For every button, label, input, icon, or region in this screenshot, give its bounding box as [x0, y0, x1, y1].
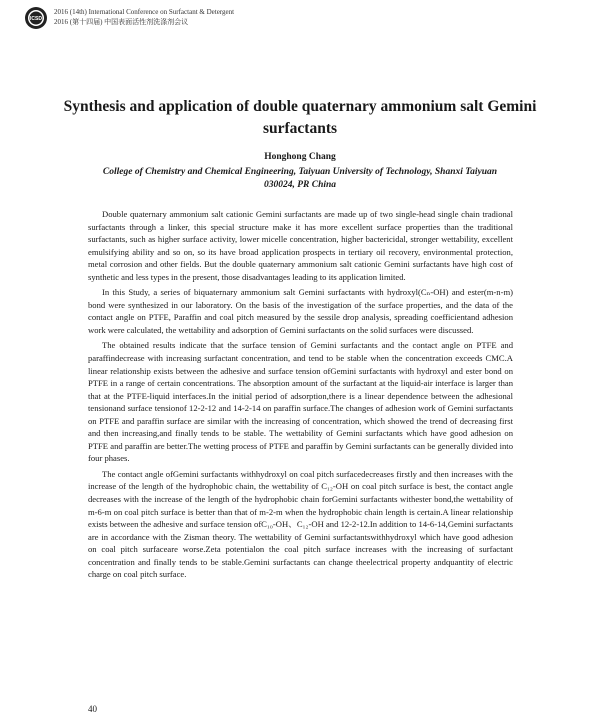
- page-number: 40: [88, 704, 97, 714]
- affiliation-line-1: College of Chemistry and Chemical Engineering, Taiyuan University of Technology, Shanxi Taiyuan: [102, 167, 498, 177]
- affiliation: [70, 166, 530, 192]
- paragraph: Double quaternary ammonium salt cationic Gemini surfactants are made up of two single-head single chain tradional surfactants through a linker, this special structure make it has more excellent surface properties than the traditional surfactants, such as higher surface activity, lower micelle concentration, higher bactericidal, stronger wettability, excellent emulsifying ability and so on, so its have broad application prospects in tertiary oil recovery, environmental protection, metal corrosion and other fields. But the double quaternary ammonium salt cationic Gemini surfactants have high cost of synthetic and less types in the present, those disadvantages leading to its application limited.: [88, 209, 513, 282]
- conference-header: [24, 6, 444, 32]
- paragraph: The obtained results indicate that the surface tension of Gemini surfactants and the contact angle on PTFE and paraffindecrease with increasing surfactant concentration, and tend to be stable when the concentration exceeds CMC.A linear relationship exists between the adhesive and surface tension ofGemini surfactants with hydroxyl and ester bond on PTFE in a range of certain concentrations. The absorption amount of the surfactant at the liquid-air interface is larger than that at the PTFE-liquid interfaces.In the initial period of adsorption,there is a linear dependence between the adhesional tensionand surface tensionof 12-2-12 and 14-2-14 on paraffin surface.The changes of adhesion work of Gemini surfactants on PTFE and paraffin surface are similar with the increasing of concentration, which showed the trend of decreasing first and then increasing,and finally tends to be stable. The wettability of Gemini surfactants which have good adhesion on PTFE and paraffin are better.The wetting process of PTFE and paraffin by Gemini surfactants can be generally divided into four phases.: [88, 340, 513, 464]
- svg-text:ICSD: ICSD: [30, 16, 42, 22]
- abstract-body: [88, 208, 513, 584]
- paragraph: The contact angle ofGemini surfactants withhydroxyl on coal pitch surfacedecreases firstly and then increases with the increase of the length of the hydrophobic chain, the wettability of C₁₂-OH on coal pitch surface is best, the contact angle decreases with the increase of the length of the hydrophobic chain forGemini surfactants withester bond,the wettability of m-6-m on coal pitch surface is better than that of m-2-m when the hydrophobic chain length is certain.A linear relationship exists between the adhesive and surface tension ofC₁₀-OH、C₁₂-OH and 12-2-12.In addition to 14-6-14,Gemini surfactants are in accordance with the Zisman theory. The wettability of Gemini surfactantswithhydroxyl which have good adhesion on coal pitch surfaceare worse.Zeta potentialon the coal pitch surface increases with the increasing of surfactant concentration and finally tends to be stable.Gemini surfactants can change theelectrical property andquantity of electric charge on coal pitch surface.: [88, 468, 513, 580]
- author-name: Honghong Chang: [264, 152, 336, 162]
- conference-name-cn: 2016 (第十四届) 中国表面活性剂洗涤剂会议: [54, 18, 189, 26]
- paper-title: Synthesis and application of double quaternary ammonium salt Gemini surfactants: [63, 98, 537, 137]
- conference-name-en: 2016 (14th) International Conference on Surfactant & Detergent: [54, 8, 235, 16]
- affiliation-line-2: 030024, PR China: [263, 180, 337, 190]
- paragraph: In this Study, a series of biquaternary ammonium salt Gemini surfactants with hydroxyl(Cₙ-OH) and ester(m-n-m) bond were synthesized in our laboratory. On the basis of the investigation of the surface properties, and the data of the contact angle on PTFE, Paraffin and coal pitch measured by the sessile drop analysis, spreading coefficientand adhesion work were calculated, the wettability and adsorption of Gemini surfactants on the solid surfaces were discussed.: [88, 287, 513, 335]
- conference-logo-icon: [24, 6, 48, 30]
